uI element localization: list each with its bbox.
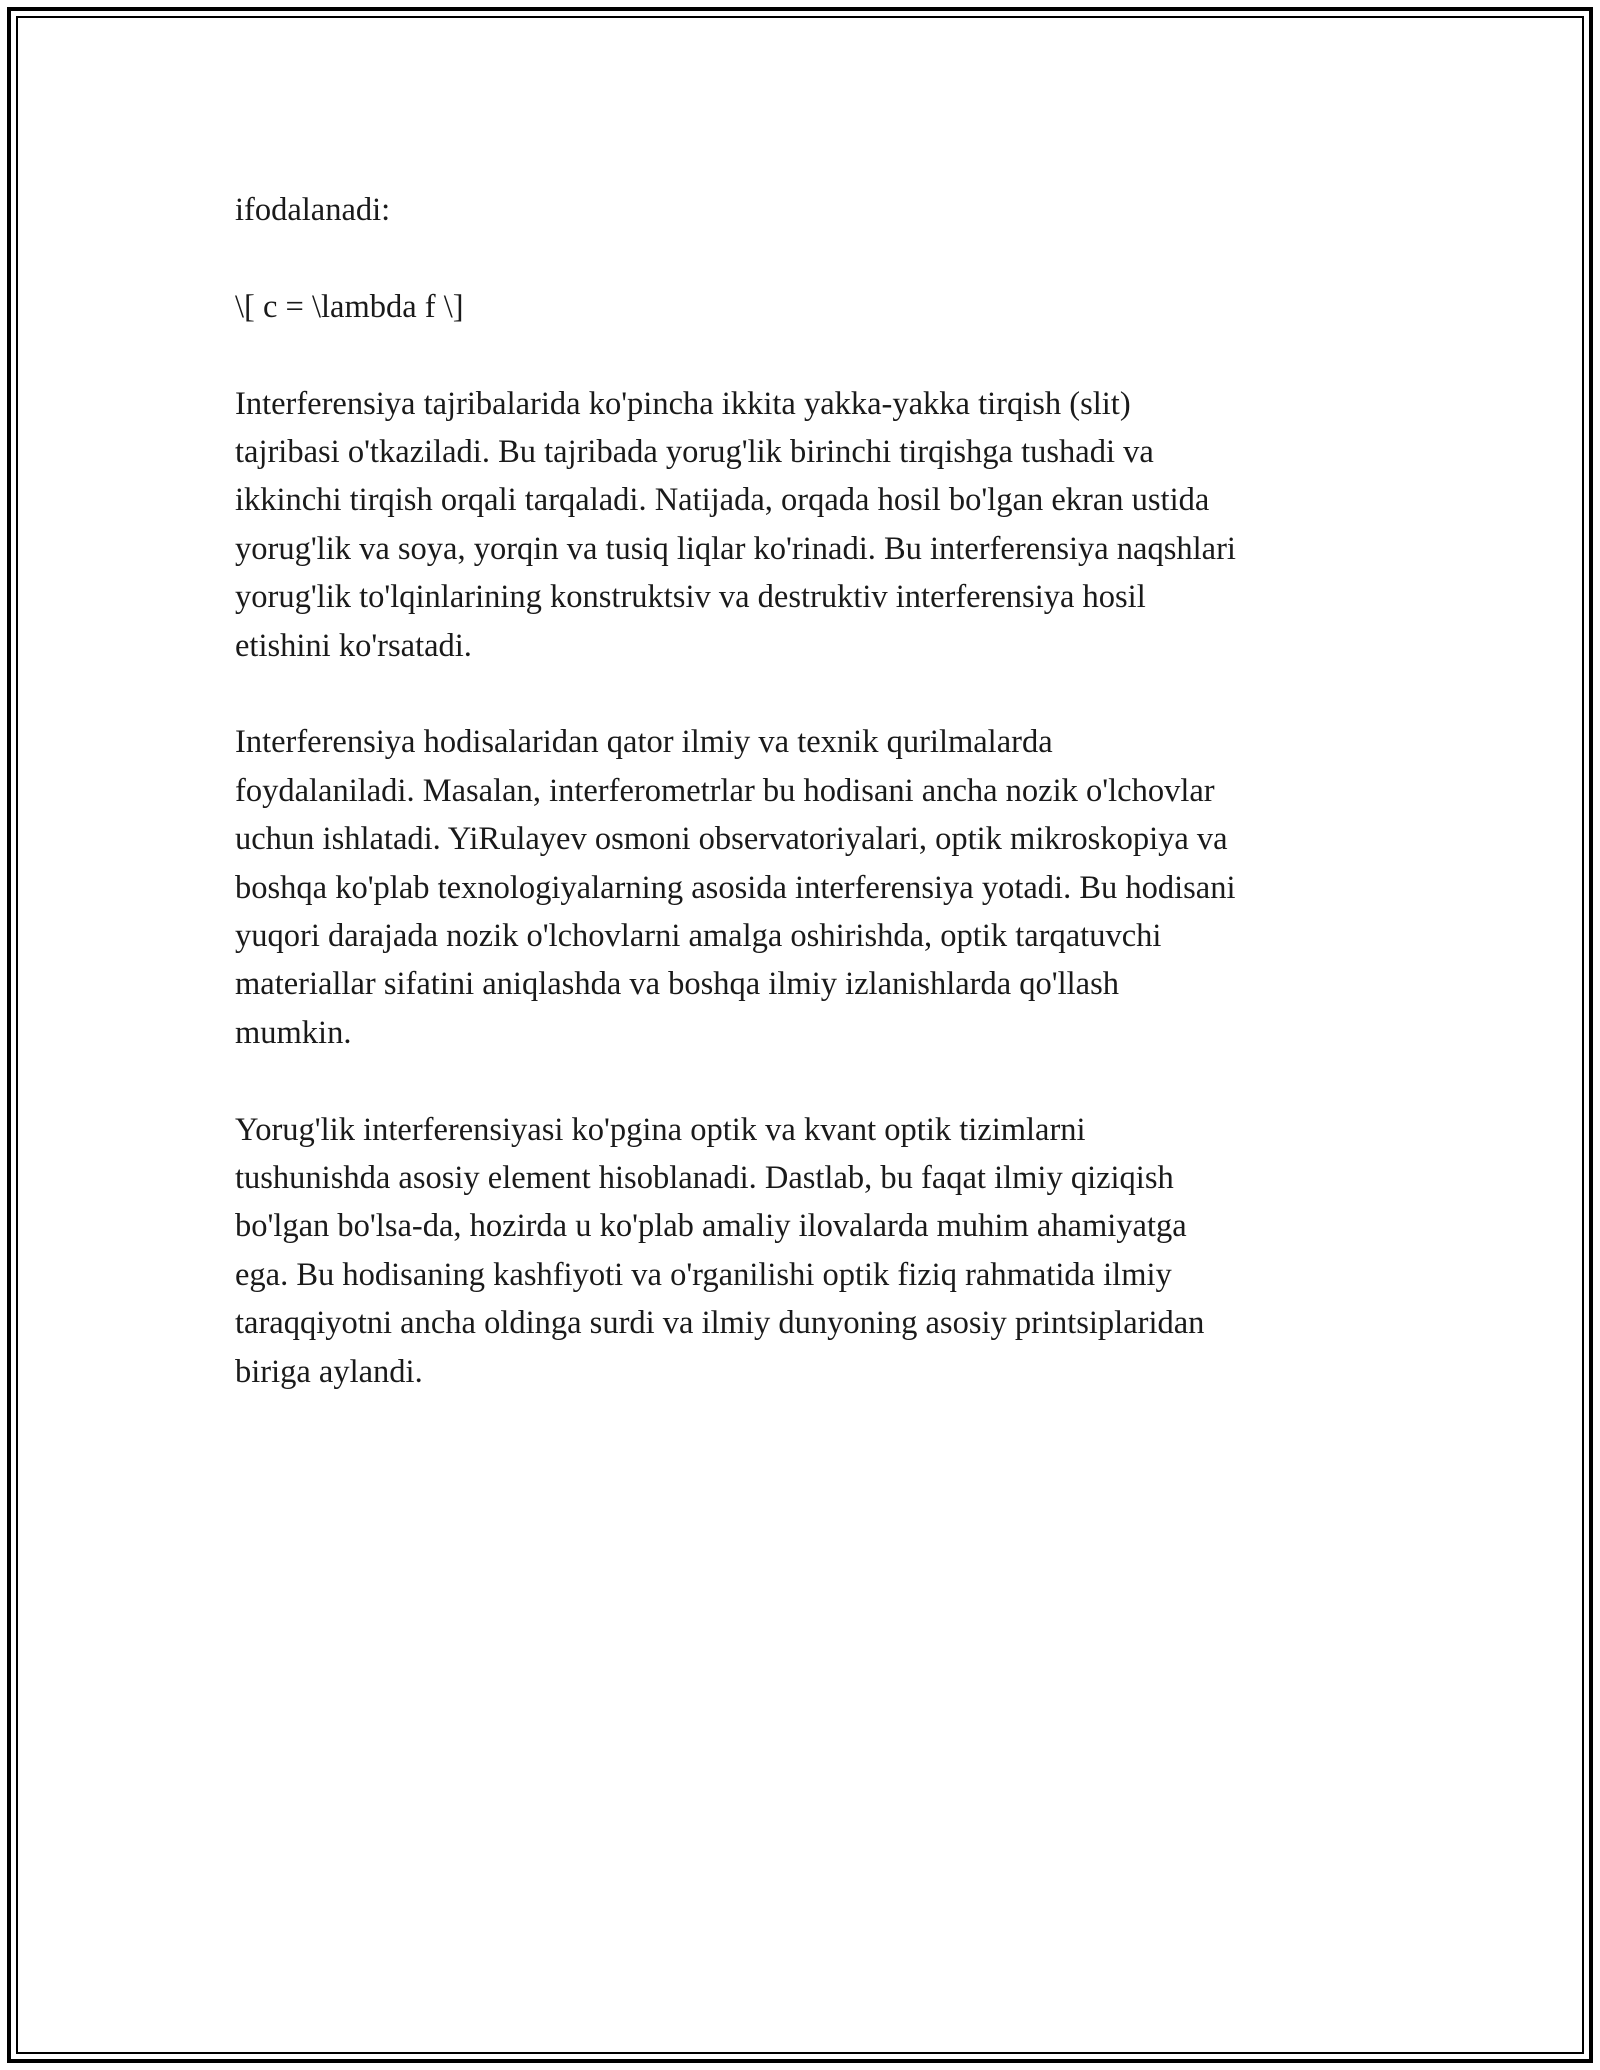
- document-body: [235, 186, 1375, 1444]
- paragraph-applications: Interferensiya hodisalaridan qator ilmiy va texnik qurilmalarda foydalaniladi. Masalan, interferometrlar bu hodisani ancha nozik o'lchovlar uchun ishlatadi. YiRulayev osmoni observatoriyalari, optik mikroskopiya va boshqa ko'plab texnologiyalarning asosida interferensiya yotadi. Bu hodisani yuqori darajada nozik o'lchovlarni amalga oshirishda, optik tarqatuvchi materiallar sifatini aniqlashda va boshqa ilmiy izlanishlarda qo'llash mumkin.: [235, 724, 1236, 1051]
- paragraph-slit-experiment: Interferensiya tajribalarida ko'pincha ikkita yakka-yakka tirqish (slit) tajribasi o'tkaziladi. Bu tajribada yorug'lik birinchi tirqishga tushadi va ikkinchi tirqish orqali tarqaladi. Natijada, orqada hosil bo'lgan ekran ustida yorug'lik va soya, yorqin va tusiq liqlar ko'rinadi. Bu interferensiya naqshlari yorug'lik to'lqinlarining konstruktsiv va destruktiv interferensiya hosil etishini ko'rsatadi.: [235, 385, 1236, 664]
- paragraph-formula: \[ c = \lambda f \]: [235, 288, 464, 325]
- paragraph-intro: ifodalanadi:: [235, 192, 391, 228]
- paragraph-significance: Yorug'lik interferensiyasi ko'pgina optik va kvant optik tizimlarni tushunishda asosiy element hisoblanadi. Dastlab, bu faqat ilmiy qiziqish bo'lgan bo'lsa-da, hozirda u ko'plab amaliy ilovalarda muhim ahamiyatga ega. Bu hodisaning kashfiyoti va o'rganilishi optik fiziq rahmatida ilmiy taraqqiyotni ancha oldinga surdi va ilmiy dunyoning asosiy printsiplaridan biriga aylandi.: [235, 1111, 1205, 1390]
